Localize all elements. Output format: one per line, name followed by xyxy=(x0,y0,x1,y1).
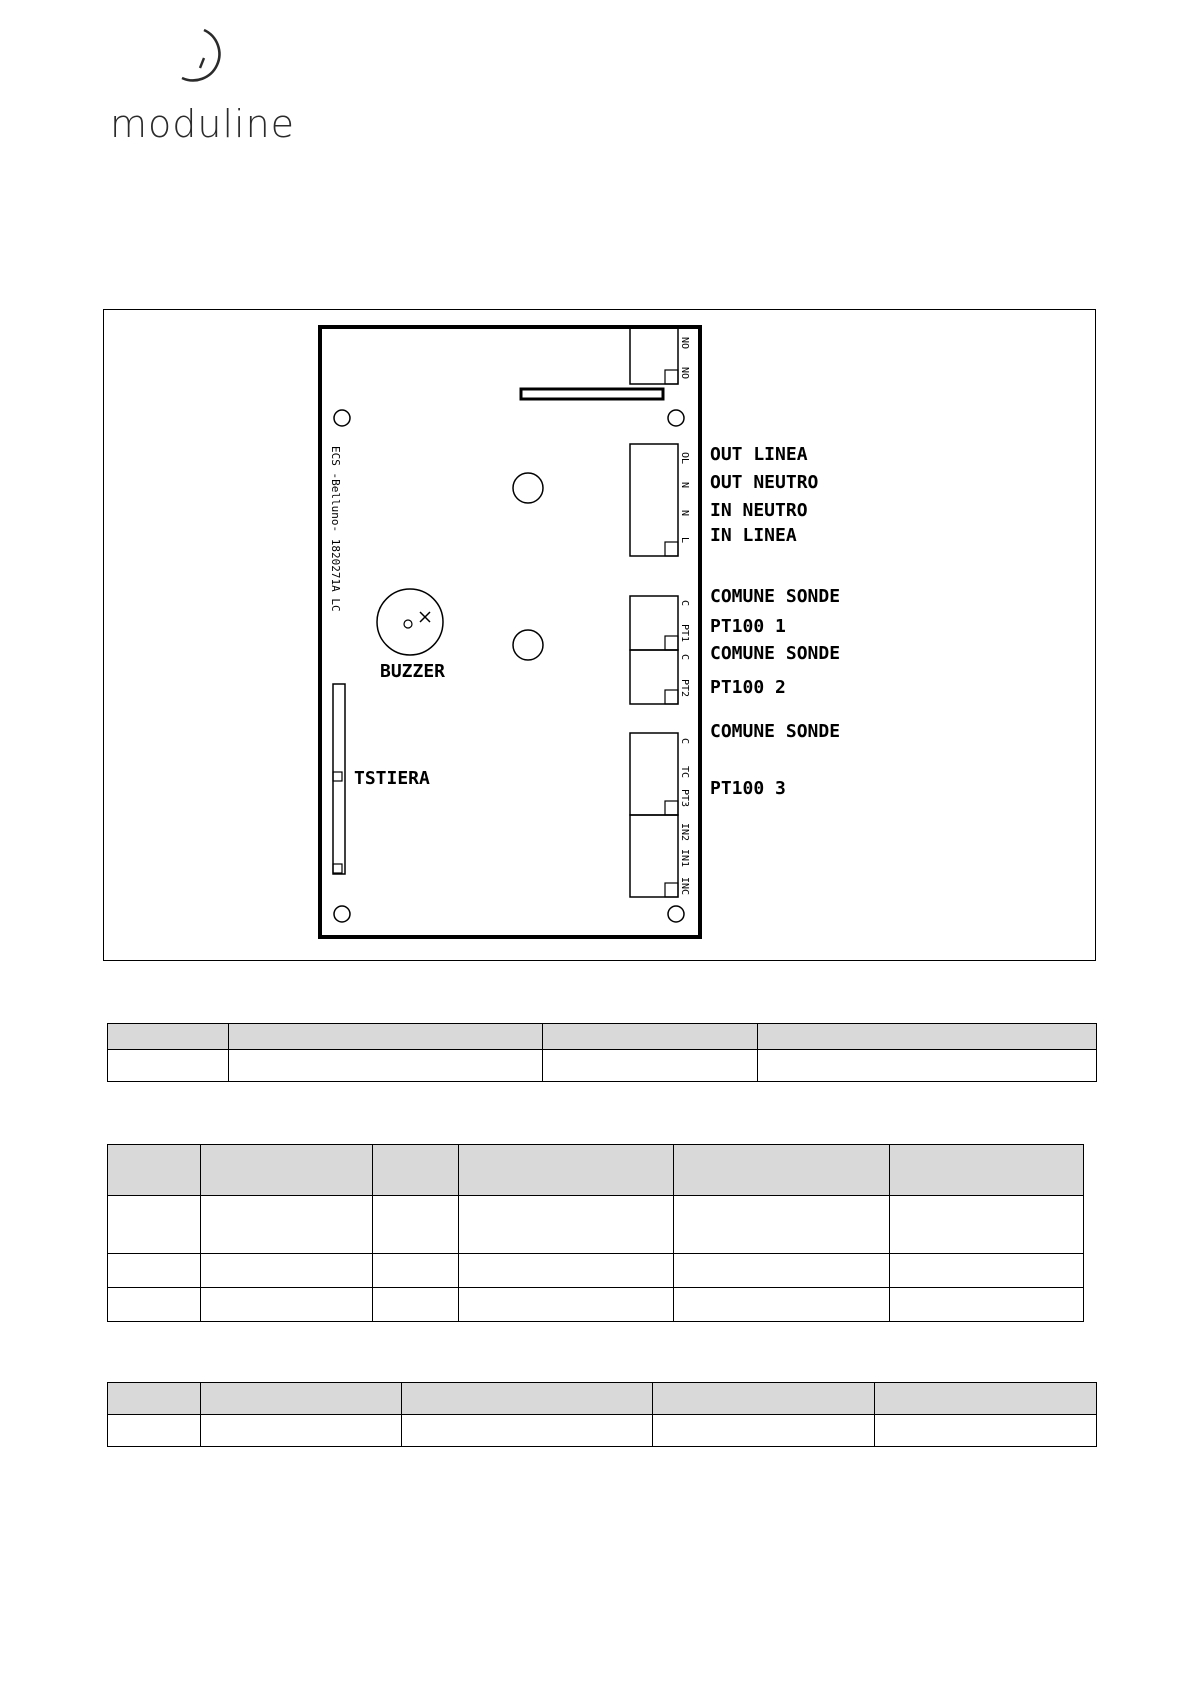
svg-text:IN1: IN1 xyxy=(679,849,690,868)
brand-name: moduline xyxy=(110,102,296,146)
table-row xyxy=(108,1050,1097,1082)
buzzer-label: BUZZER xyxy=(380,661,446,682)
mounting-hole xyxy=(668,410,684,426)
svg-text:C: C xyxy=(679,600,690,607)
keyboard-connector xyxy=(333,684,345,874)
svg-text:PT3: PT3 xyxy=(679,789,690,808)
svg-text:N: N xyxy=(679,510,690,517)
label-in-linea: IN LINEA xyxy=(710,525,797,546)
board-diagram-frame xyxy=(103,309,1096,961)
spec-table-3 xyxy=(107,1382,1097,1447)
pcb-outline xyxy=(320,327,700,937)
buzzer xyxy=(377,589,443,655)
svg-text:PT2: PT2 xyxy=(679,679,690,698)
table-row xyxy=(108,1254,1084,1288)
mounting-hole xyxy=(334,906,350,922)
table-header-row xyxy=(108,1024,1097,1050)
label-in-neutro: IN NEUTRO xyxy=(710,500,808,521)
mounting-hole xyxy=(668,906,684,922)
large-hole xyxy=(513,473,543,503)
label-comune-sonde-3: COMUNE SONDE xyxy=(710,721,841,742)
svg-text:L: L xyxy=(679,537,690,544)
svg-text:N: N xyxy=(679,482,690,489)
svg-text:INC: INC xyxy=(679,877,690,896)
terminal-probes-a xyxy=(630,596,678,650)
label-pt100-1: PT100 1 xyxy=(710,616,786,637)
table-row xyxy=(108,1288,1084,1322)
board-diagram xyxy=(104,310,1097,962)
svg-text:PT1: PT1 xyxy=(679,624,690,643)
svg-text:C: C xyxy=(679,738,690,745)
table-row xyxy=(108,1415,1097,1447)
large-hole xyxy=(513,630,543,660)
label-out-linea: OUT LINEA xyxy=(710,444,808,465)
svg-text:IN2: IN2 xyxy=(679,823,690,842)
table-row xyxy=(108,1196,1084,1254)
terminal-top xyxy=(630,327,678,384)
label-comune-sonde-1: COMUNE SONDE xyxy=(710,586,841,607)
svg-text:C: C xyxy=(679,654,690,661)
terminal-power xyxy=(630,444,678,556)
spec-table-1 xyxy=(107,1023,1097,1082)
terminal-probes-b xyxy=(630,733,678,815)
mounting-hole xyxy=(334,410,350,426)
table-header-row xyxy=(108,1383,1097,1415)
svg-text:OL: OL xyxy=(679,452,690,465)
moduline-logo xyxy=(110,24,300,144)
svg-text:TC: TC xyxy=(679,766,690,779)
silkscreen-id: ECS -Belluno- 1820271A LC xyxy=(329,446,342,612)
slot-connector xyxy=(521,389,663,399)
svg-text:NO: NO xyxy=(679,337,690,350)
label-pt100-3: PT100 3 xyxy=(710,778,786,799)
table-header-row xyxy=(108,1145,1084,1196)
keyboard-label: TSTIERA xyxy=(354,768,430,789)
spec-table-2 xyxy=(107,1144,1084,1322)
svg-text:NO: NO xyxy=(679,367,690,380)
label-pt100-2: PT100 2 xyxy=(710,677,786,698)
logo-ring-icon xyxy=(164,24,228,88)
label-comune-sonde-2: COMUNE SONDE xyxy=(710,643,841,664)
label-out-neutro: OUT NEUTRO xyxy=(710,472,819,493)
